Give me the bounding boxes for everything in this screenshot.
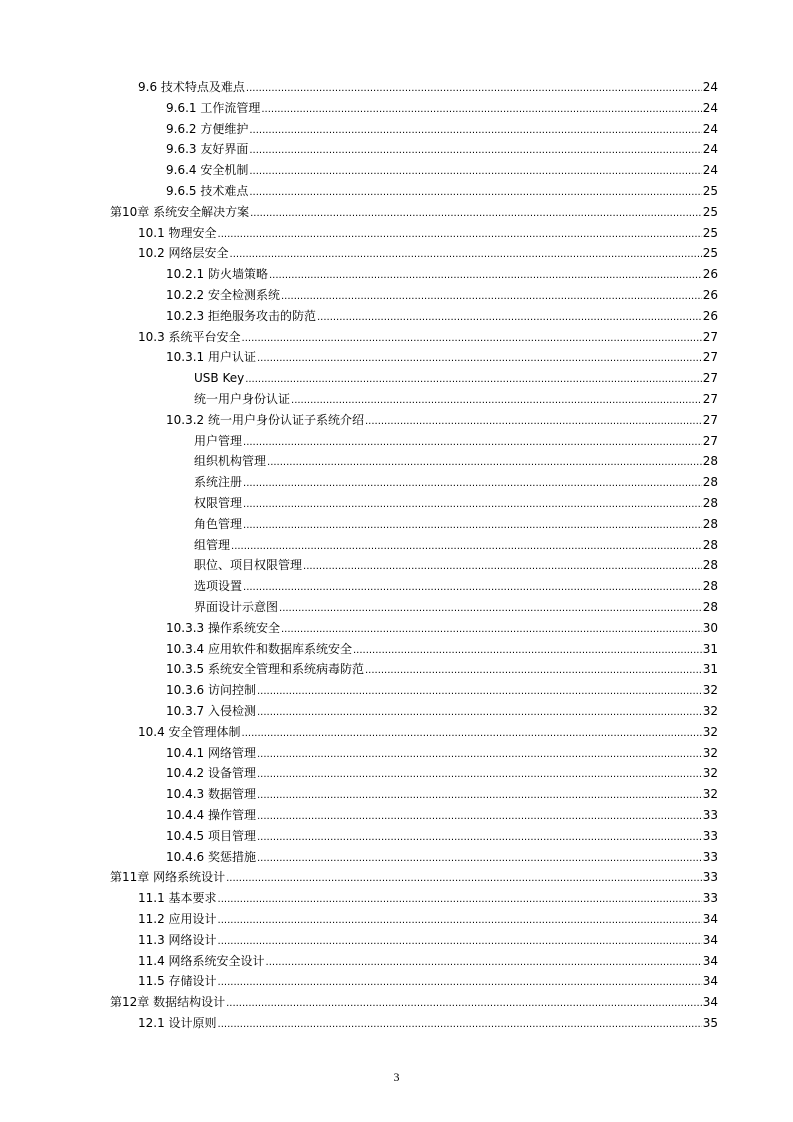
toc-entry[interactable] xyxy=(194,389,718,409)
toc-entry-page: 28 xyxy=(702,600,718,614)
toc-entry-page: 33 xyxy=(702,849,718,864)
toc-entry[interactable] xyxy=(166,98,718,118)
toc-entry-title: 统一用户身份认证 xyxy=(194,389,290,409)
toc-entry-page: 32 xyxy=(702,704,718,718)
toc-entry-page: 31 xyxy=(702,662,718,677)
toc-entry-page: 34 xyxy=(702,932,718,947)
toc-entry[interactable] xyxy=(110,867,718,887)
dot-leader xyxy=(303,555,702,575)
toc-entry[interactable] xyxy=(194,431,718,451)
toc-entry-page: 25 xyxy=(702,204,718,219)
toc-entry-page: 27 xyxy=(702,371,718,386)
toc-entry[interactable] xyxy=(138,1013,718,1033)
toc-entry-page: 33 xyxy=(702,808,718,822)
toc-entry-title: 组织机构管理 xyxy=(194,451,266,471)
toc-entry[interactable] xyxy=(166,410,718,430)
toc-entry-page: 26 xyxy=(702,267,718,282)
toc-entry-title: 第12章 数据结构设计 xyxy=(110,992,225,1012)
dot-leader xyxy=(257,784,702,804)
toc-entry[interactable] xyxy=(166,618,718,638)
toc-entry-page: 24 xyxy=(702,80,718,94)
toc-entry-page: 26 xyxy=(702,308,718,323)
toc-entry-title: 10.3.5 系统安全管理和系统病毒防范 xyxy=(166,659,364,679)
dot-leader xyxy=(249,160,701,180)
toc-entry[interactable] xyxy=(138,77,718,97)
toc-entry[interactable] xyxy=(194,535,718,555)
toc-entry[interactable] xyxy=(166,181,718,201)
toc-entry[interactable] xyxy=(194,472,718,492)
toc-entry-title: 界面设计示意图 xyxy=(194,597,278,617)
dot-leader xyxy=(243,472,702,492)
dot-leader xyxy=(257,680,702,700)
dot-leader xyxy=(257,847,702,867)
toc-entry-title: USB Key xyxy=(194,368,244,388)
toc-entry-page: 24 xyxy=(702,121,718,136)
toc-entry[interactable] xyxy=(138,951,718,971)
toc-entry-page: 33 xyxy=(702,870,718,885)
toc-entry-title: 9.6.2 方便维护 xyxy=(166,119,248,139)
toc-entry-page: 24 xyxy=(702,163,718,178)
dot-leader xyxy=(245,368,702,388)
toc-entry[interactable] xyxy=(194,451,718,471)
dot-leader xyxy=(242,327,702,347)
toc-entry[interactable] xyxy=(166,285,718,305)
toc-entry-page: 27 xyxy=(702,350,718,365)
toc-entry[interactable] xyxy=(138,909,718,929)
toc-entry[interactable] xyxy=(166,160,718,180)
dot-leader xyxy=(365,659,702,679)
toc-entry[interactable] xyxy=(166,306,718,326)
toc-entry-page: 28 xyxy=(702,558,718,573)
toc-entry[interactable] xyxy=(166,701,718,721)
toc-entry-title: 11.3 网络设计 xyxy=(138,930,217,950)
dot-leader xyxy=(218,888,702,908)
dot-leader xyxy=(243,514,702,534)
toc-entry-page: 33 xyxy=(702,891,718,906)
toc-entry[interactable] xyxy=(110,202,718,222)
toc-entry-title: 10.4.3 数据管理 xyxy=(166,784,256,804)
toc-entry-title: 10.3.4 应用软件和数据库系统安全 xyxy=(166,639,352,659)
toc-entry-page: 34 xyxy=(702,912,718,926)
toc-entry-page: 27 xyxy=(702,329,718,344)
dot-leader xyxy=(243,493,702,513)
toc-entry[interactable] xyxy=(138,243,718,263)
toc-entry-page: 28 xyxy=(702,496,718,510)
toc-entry[interactable] xyxy=(166,847,718,867)
toc-entry[interactable] xyxy=(194,493,718,513)
dot-leader xyxy=(226,992,702,1012)
toc-entry-page: 25 xyxy=(702,246,718,261)
toc-entry[interactable] xyxy=(166,639,718,659)
toc-entry-page: 28 xyxy=(702,454,718,469)
dot-leader xyxy=(257,763,702,783)
toc-entry-page: 30 xyxy=(702,620,718,635)
toc-entry-title: 10.4.5 项目管理 xyxy=(166,826,256,846)
toc-entry-title: 10.2.3 拒绝服务攻击的防范 xyxy=(166,306,316,326)
dot-leader xyxy=(266,951,702,971)
toc-entry-page: 32 xyxy=(702,787,718,802)
dot-leader xyxy=(242,722,702,742)
dot-leader xyxy=(218,1013,702,1033)
toc-entry-page: 33 xyxy=(702,828,718,843)
dot-leader xyxy=(257,805,702,825)
toc-entry[interactable] xyxy=(138,888,718,908)
dot-leader xyxy=(257,347,702,367)
toc-entry[interactable] xyxy=(166,347,718,367)
dot-leader xyxy=(257,826,702,846)
toc-entry-title: 9.6.1 工作流管理 xyxy=(166,98,260,118)
dot-leader xyxy=(250,202,702,222)
toc-entry-title: 9.6.5 技术难点 xyxy=(166,181,248,201)
toc-entry[interactable] xyxy=(138,722,718,742)
toc-entry-title: 11.4 网络系统安全设计 xyxy=(138,951,265,971)
toc-entry-page: 28 xyxy=(702,475,718,490)
toc-entry[interactable] xyxy=(138,327,718,347)
toc-entry[interactable] xyxy=(138,930,718,950)
toc-entry[interactable] xyxy=(166,743,718,763)
toc-entry-page: 34 xyxy=(702,995,718,1010)
toc-entry-page: 32 xyxy=(702,724,718,739)
toc-entry-title: 10.3.2 统一用户身份认证子系统介绍 xyxy=(166,410,364,430)
dot-leader xyxy=(281,285,702,305)
toc-entry-title: 10.1 物理安全 xyxy=(138,223,217,243)
toc-entry-title: 选项设置 xyxy=(194,576,242,596)
dot-leader xyxy=(218,930,702,950)
toc-entry-page: 34 xyxy=(702,974,718,989)
toc-entry-page: 27 xyxy=(702,392,718,406)
dot-leader xyxy=(243,431,702,451)
toc-entry-title: 10.3.6 访问控制 xyxy=(166,680,256,700)
toc-entry-title: 第11章 网络系统设计 xyxy=(110,867,225,887)
dot-leader xyxy=(226,867,702,887)
toc-entry-page: 28 xyxy=(702,537,718,552)
toc-entry-title: 11.1 基本要求 xyxy=(138,888,217,908)
toc-entry-page: 24 xyxy=(702,142,718,157)
toc-entry-title: 10.2.1 防火墙策略 xyxy=(166,264,268,284)
toc-entry-title: 10.4 安全管理体制 xyxy=(138,722,241,742)
toc-entry-page: 28 xyxy=(702,579,718,594)
page-number: 3 xyxy=(393,1070,400,1084)
toc-entry-page: 32 xyxy=(702,745,718,760)
toc-entry[interactable] xyxy=(166,826,718,846)
toc-entry-title: 10.4.6 奖惩措施 xyxy=(166,847,256,867)
toc-entry-title: 组管理 xyxy=(194,535,230,555)
dot-leader xyxy=(230,243,702,263)
dot-leader xyxy=(317,306,702,326)
dot-leader xyxy=(269,264,702,284)
dot-leader xyxy=(218,223,702,243)
dot-leader xyxy=(279,597,702,617)
dot-leader xyxy=(291,389,702,409)
toc-entry-title: 9.6.3 友好界面 xyxy=(166,139,248,159)
dot-leader xyxy=(246,77,702,97)
dot-leader xyxy=(257,701,702,721)
toc-entry[interactable] xyxy=(194,597,718,617)
toc-entry-title: 10.2.2 安全检测系统 xyxy=(166,285,280,305)
toc-entry-page: 27 xyxy=(702,412,718,427)
toc-entry-title: 11.5 存储设计 xyxy=(138,971,217,991)
toc-entry-title: 10.3.3 操作系统安全 xyxy=(166,618,280,638)
dot-leader xyxy=(365,410,702,430)
toc-entry-title: 11.2 应用设计 xyxy=(138,909,217,929)
dot-leader xyxy=(249,139,701,159)
toc-entry-page: 25 xyxy=(702,184,718,198)
dot-leader xyxy=(353,639,702,659)
dot-leader xyxy=(231,535,702,555)
dot-leader xyxy=(261,98,701,118)
toc-entry-page: 27 xyxy=(702,433,718,448)
toc-entry-title: 10.4.1 网络管理 xyxy=(166,743,256,763)
toc-entry-page: 25 xyxy=(702,225,718,240)
toc-entry[interactable] xyxy=(138,971,718,991)
dot-leader xyxy=(249,181,701,201)
dot-leader xyxy=(267,451,702,471)
toc-entry[interactable] xyxy=(110,992,718,1012)
toc-entry-title: 用户管理 xyxy=(194,431,242,451)
dot-leader xyxy=(257,743,702,763)
toc-entry-title: 职位、项目权限管理 xyxy=(194,555,302,575)
toc-entry-title: 10.2 网络层安全 xyxy=(138,243,229,263)
toc-entry-page: 24 xyxy=(702,100,718,115)
toc-entry[interactable] xyxy=(166,805,718,825)
toc-entry[interactable] xyxy=(194,555,718,575)
toc-entry[interactable] xyxy=(166,680,718,700)
toc-entry[interactable] xyxy=(138,223,718,243)
dot-leader xyxy=(249,119,701,139)
toc-entry-title: 10.4.4 操作管理 xyxy=(166,805,256,825)
toc-entry-page: 31 xyxy=(702,641,718,656)
toc-entry[interactable] xyxy=(166,763,718,783)
toc-entry-title: 第10章 系统安全解决方案 xyxy=(110,202,249,222)
toc-entry-title: 12.1 设计原则 xyxy=(138,1013,217,1033)
toc-entry-page: 28 xyxy=(702,516,718,531)
dot-leader xyxy=(281,618,702,638)
toc-entry-title: 10.3.7 入侵检测 xyxy=(166,701,256,721)
toc-entry-title: 10.3.1 用户认证 xyxy=(166,347,256,367)
toc-entry[interactable] xyxy=(194,514,718,534)
toc-entry-page: 32 xyxy=(702,683,718,698)
toc-entry-page: 32 xyxy=(702,766,718,781)
toc-entry[interactable] xyxy=(166,659,718,679)
toc-entry[interactable] xyxy=(194,368,718,388)
toc-entry-page: 26 xyxy=(702,288,718,302)
toc-entry-title: 9.6 技术特点及难点 xyxy=(138,77,245,97)
toc-entry-page: 35 xyxy=(702,1016,718,1030)
toc-entry[interactable] xyxy=(166,119,718,139)
toc-entry-title: 权限管理 xyxy=(194,493,242,513)
toc-entry[interactable] xyxy=(166,784,718,804)
toc-entry-title: 角色管理 xyxy=(194,514,242,534)
toc-entry-title: 10.4.2 设备管理 xyxy=(166,763,256,783)
toc-entry-title: 9.6.4 安全机制 xyxy=(166,160,248,180)
toc-entry[interactable] xyxy=(166,264,718,284)
dot-leader xyxy=(243,576,702,596)
dot-leader xyxy=(218,909,702,929)
toc-entry[interactable] xyxy=(166,139,718,159)
toc-entry[interactable] xyxy=(194,576,718,596)
toc-entry-title: 10.3 系统平台安全 xyxy=(138,327,241,347)
toc-entry-title: 系统注册 xyxy=(194,472,242,492)
toc-entry-page: 34 xyxy=(702,953,718,968)
dot-leader xyxy=(218,971,702,991)
